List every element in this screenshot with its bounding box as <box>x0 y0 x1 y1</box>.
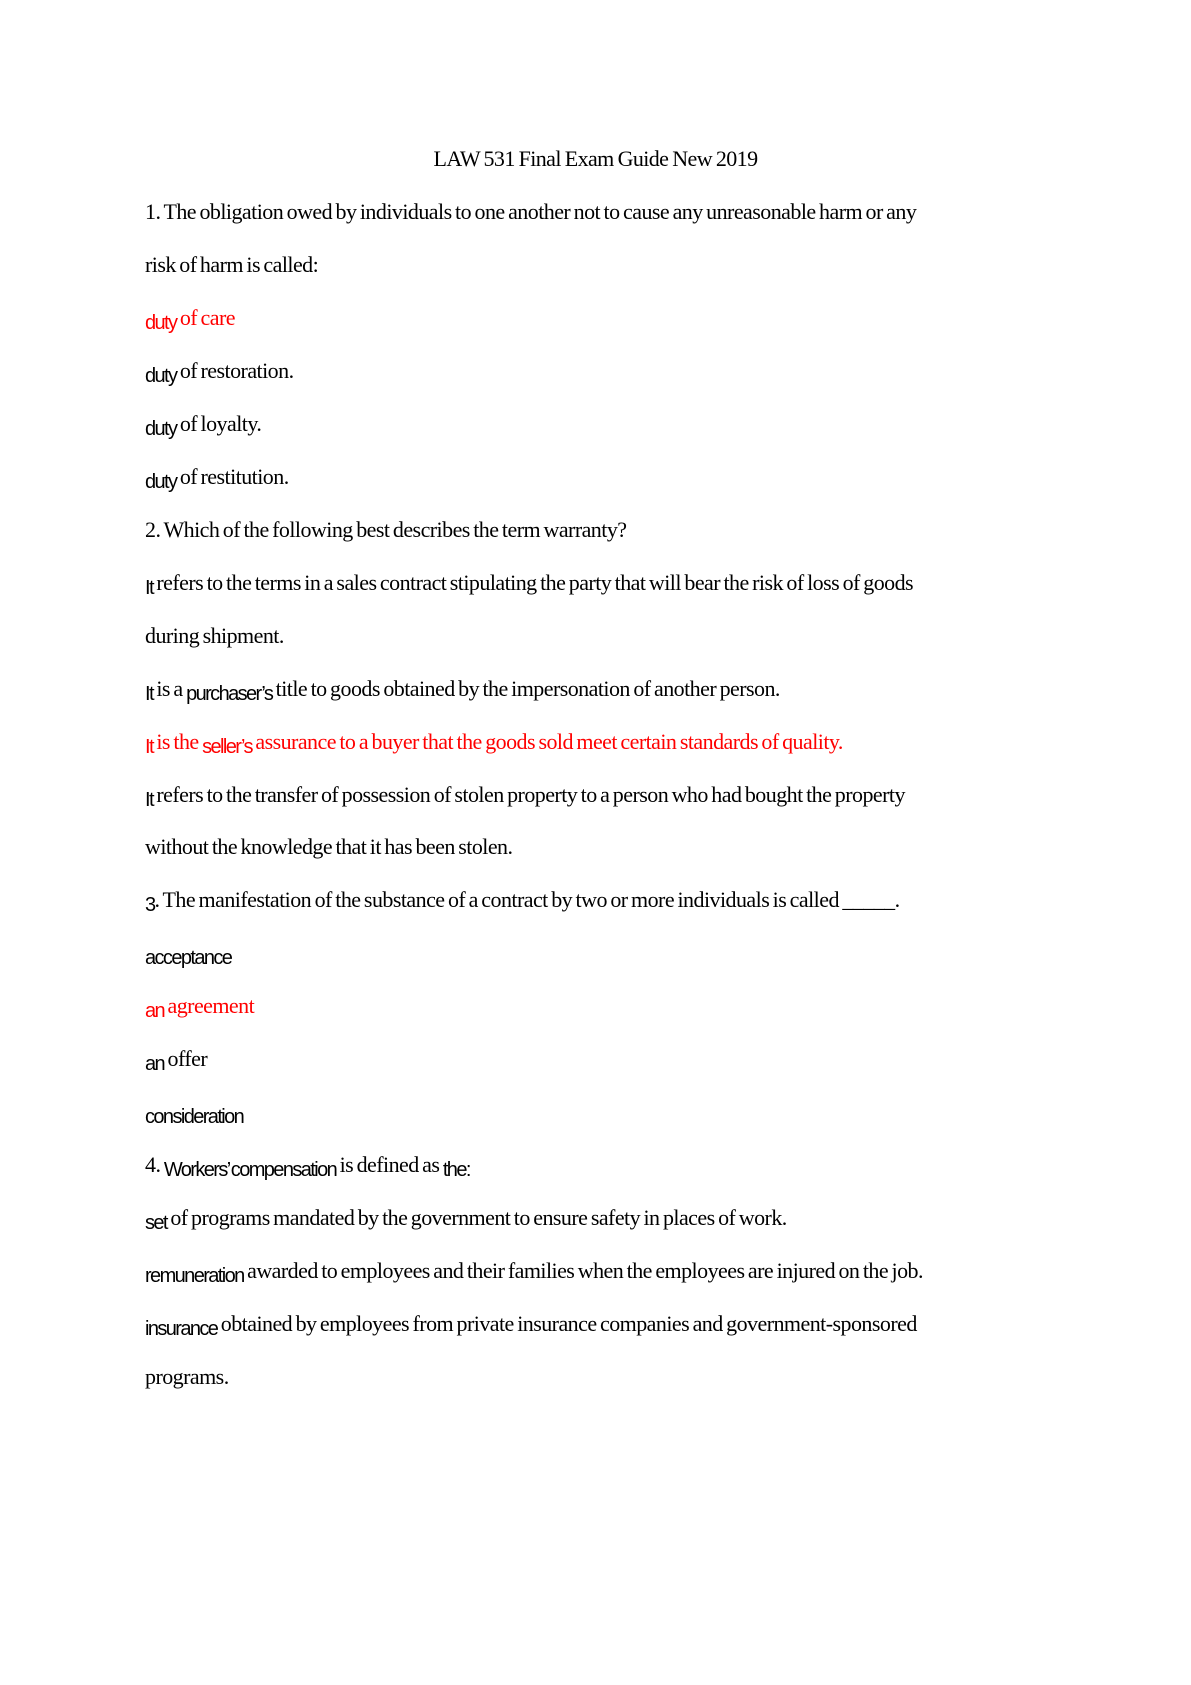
answer-option-correct <box>145 993 255 1023</box>
text-segment: awarded to employees and their families when the employees are injured on the job. <box>243 1258 923 1283</box>
text-segment: assurance to a buyer that the goods sold meet certain standards of quality. <box>251 728 843 754</box>
answer-option-correct <box>145 729 843 756</box>
text-segment: is defined as <box>336 1152 443 1178</box>
answer-option <box>145 1205 787 1235</box>
text-segment: It <box>145 735 153 758</box>
question-text-line <box>145 1152 470 1182</box>
answer-option <box>145 1258 923 1285</box>
answer-option-continuation <box>145 623 284 649</box>
answer-option <box>145 358 294 385</box>
text-segment: It <box>145 788 153 811</box>
text-segment: of restitution. <box>176 463 289 489</box>
answer-option <box>145 940 232 970</box>
text-segment: refers to the transfer of possession of stolen property to a person who had bought the property <box>152 781 905 807</box>
text-segment: insurance <box>145 1318 218 1340</box>
text-segment: risk of harm is called: <box>145 251 319 277</box>
answer-option <box>145 570 913 597</box>
text-segment: agreement <box>164 993 255 1019</box>
text-segment: is the <box>152 728 203 754</box>
text-segment: during shipment. <box>145 622 284 648</box>
text-segment: duty <box>145 417 177 440</box>
answer-option <box>145 782 905 809</box>
question-text-line <box>145 252 318 278</box>
text-segment: . The manifestation of the substance of a contract by two or more individuals is called _____. <box>154 887 900 913</box>
document-title: LAW 531 Final Exam Guide New 2019 <box>433 146 758 171</box>
text-segment: 1. The obligation owed by individuals to one another not to cause any unreasonable harm or any <box>145 199 917 224</box>
answer-option <box>145 411 261 438</box>
answer-option <box>145 1099 244 1129</box>
text-segment: of programs mandated by the government to ensure safety in places of work. <box>166 1205 787 1231</box>
text-segment: duty <box>145 311 177 334</box>
answer-option-correct <box>145 305 235 332</box>
text-segment: programs. <box>145 1363 229 1389</box>
text-segment: title to goods obtained by the impersonation of another person. <box>272 675 780 701</box>
answer-option <box>145 1046 208 1076</box>
text-segment: seller’s <box>202 735 252 758</box>
text-segment: 2. Which of the following best describes the term warranty? <box>145 516 627 542</box>
question-text-line <box>145 517 626 543</box>
text-segment: refers to the terms in a sales contract stipulating the party that will bear the risk of loss of goods <box>152 569 914 595</box>
question-text-line <box>145 199 916 225</box>
text-segment: the: <box>442 1159 470 1182</box>
answer-option <box>145 676 780 703</box>
text-segment: obtained by employees from private insurance companies and government-sponsored <box>217 1311 917 1336</box>
text-segment: an <box>145 1000 165 1023</box>
text-segment: duty <box>145 470 177 493</box>
text-segment: 3 <box>145 894 155 917</box>
text-segment: without the knowledge that it has been stolen. <box>145 834 513 860</box>
text-segment: It <box>145 576 153 599</box>
text-segment: acceptance <box>145 947 232 970</box>
text-segment: an <box>145 1053 165 1076</box>
text-segment: set <box>145 1212 167 1235</box>
answer-option-continuation <box>145 834 512 860</box>
question-text-line <box>145 887 900 917</box>
text-segment: consideration <box>145 1106 244 1129</box>
text-segment: Workers’ compensation <box>163 1159 337 1182</box>
text-segment: duty <box>145 364 177 387</box>
text-segment: of restoration. <box>176 357 294 383</box>
answer-option <box>145 464 289 491</box>
text-segment: offer <box>164 1046 208 1072</box>
text-segment: is a <box>152 675 187 701</box>
answer-option <box>145 1311 917 1338</box>
text-segment: of loyalty. <box>176 410 262 436</box>
answer-option-continuation <box>145 1364 229 1390</box>
text-segment: 4. <box>145 1152 164 1178</box>
text-segment: purchaser’s <box>186 682 273 705</box>
text-segment: It <box>145 682 153 705</box>
text-segment: of care <box>176 304 235 330</box>
text-segment: remuneration <box>145 1265 244 1287</box>
